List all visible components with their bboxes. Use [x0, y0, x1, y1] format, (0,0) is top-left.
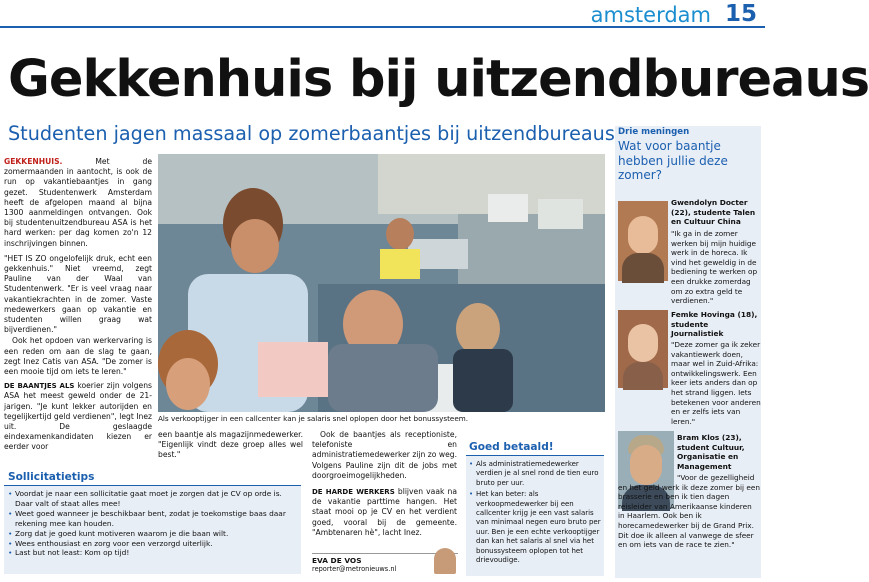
section-name: amsterdam: [590, 3, 711, 27]
body-column-2: [158, 430, 303, 462]
person-photo: [618, 201, 668, 281]
body-column-3: [312, 430, 457, 539]
body-paragraph: Ook de baantjes als receptioniste, telefoniste en administratiemedewerker zijn zo weg. Volgens Pauline zijn dit de jobs met doorgroeimogelijkheden.: [312, 430, 457, 480]
photo-caption: Als verkooptijger in een callcenter kan je salaris snel oplopen door het bonussysteem.: [158, 414, 469, 423]
list-item: • Als administratiemedewerker verdien je al snel rond de tien euro bruto per uur.: [468, 460, 602, 488]
goed-betaald-box: [466, 440, 604, 576]
tips-list: [7, 489, 297, 558]
tips-title: Sollicitatietips: [8, 471, 95, 483]
body-paragraph: een baantje als magazijnmedewerker. "Eigenlijk vindt deze groep alles wel best.": [158, 430, 303, 460]
tips-box: [4, 470, 301, 574]
body-paragraph: koerier zijn volgens ASA het meest geweld onder de 21-jarigen. "Je kunt lekker autorijden en tegelijkertijd geld verdienen", legt Inez uit. De geslaagde eindexamenkandidaten kiezen er eerder voor: [4, 381, 152, 452]
list-item: • Weet goed wanneer je beschikbaar bent, zodat je toekomstige baas daar rekening mee kan houden.: [7, 509, 297, 529]
person-quote: "Deze zomer ga ik zeker vakantiewerk doen, maar wel in Zuid-Afrika: ontwikkelingswerk. Een keer iets anders dan op het strand liggen. Iets betekenen voor anderen en er zelfs iets van leren.": [671, 340, 761, 426]
list-item: • Het kan beter: als verkoopmedewerker bij een callcenter krijg je een vast salaris van minimaal negen euro bruto per uur. Ben je een echte verkooptijger dan kan het salaris al snel via het bonussysteem oplopen tot het drievoudige.: [468, 490, 602, 565]
body-paragraph: Met de zomermaanden in aantocht, is ook de run op vakantiebaantjes in gang gezet. Studentenwerk Amsterdam heeft de afgelopen maand al bijna 1300 aanmeldingen ontvangen. Ook bij studentenuitzendbureau ASA is het hard werken: per dag komen zo'n 12 inschrijvingen binnen.: [4, 157, 152, 248]
page-header: [0, 0, 765, 30]
list-item: • Zorg dat je goed kunt motiveren waarom je die baan wilt.: [7, 529, 297, 539]
person-photo: [618, 310, 668, 388]
byline: [312, 553, 458, 575]
subheadline: Studenten jagen massaal op zomerbaantjes bij uitzendbureaus: [8, 122, 615, 145]
list-item: • Wees enthousiast en zorg voor een verzorgd uiterlijk.: [7, 539, 297, 549]
sidebar-question: Wat voor baantje hebben jullie deze zomer?: [618, 139, 728, 182]
person-quote: "Ik ga in de zomer werken bij mijn huidige werk in de horeca. Ik vind het geweldig in de bediening te werken op een drukke zomerdag om zo extra geld te verdienen.": [671, 229, 758, 306]
person-name: Bram Klos (23), student Cultuur, Organisatie en Management: [677, 433, 745, 471]
person-name: Femke Hovinga (18), studente Journalistiek: [671, 310, 758, 339]
kicker-baantjes: DE BAANTJES ALS: [4, 382, 75, 391]
sidebar-drie-meningen: [615, 126, 761, 578]
headline: Gekkenhuis bij uitzendbureaus: [8, 50, 869, 109]
kicker-harde-werkers: DE HARDE WERKERS: [312, 488, 395, 497]
person-name: Gwendolyn Docter (22), studente Talen en Cultuur China: [671, 198, 756, 227]
byline-name: EVA DE VOS: [312, 556, 362, 565]
body-paragraph: blijven vaak na de vakantie parttime hangen. Het staat mooi op je CV en het verdient goed, vooral bij de gemeente. "Ambtenaren hè", lacht Inez.: [312, 487, 457, 537]
sidebar-kicker: Drie meningen: [618, 127, 690, 137]
goed-betaald-title: Goed betaald!: [469, 441, 554, 453]
page-number: 15: [724, 1, 757, 27]
kicker-gekkenhuis: GEKKENHUIS.: [4, 157, 63, 166]
person-quote: "Voor de gezelligheid en het geld werk ik deze zomer bij een brasserie en ben ik tien dagen reisleider van Amerikaanse kinderen in Haarlem. Ook ben ik horecamedewerker bij de Grand Prix. Dit doe ik alleen al vanwege de sfeer en om iets van de race te zien.": [618, 473, 760, 550]
goed-betaald-title-bar: [466, 440, 604, 456]
list-item: • Voordat je naar een sollicitatie gaat moet je zorgen dat je CV op orde is. Daar valt of staat alles mee!: [7, 489, 297, 509]
callcenter-photo: [158, 154, 605, 412]
body-paragraph: "HET IS ZO ongelofelijk druk, echt een gekkenhuis." Niet vreemd, zegt Pauline van der Waal van Studentenwerk. "Er is veel vraag naar vakantiekrachten in de zomer. Vaste medewerkers gaan op vakantie en studenten willen graag wat bijverdienen.": [4, 253, 152, 335]
reporter-avatar: [434, 548, 456, 574]
callcenter-photo-illustration: [158, 154, 605, 412]
body-paragraph: Ook het opdoen van werkervaring is een reden om aan de slag te gaan, zegt Inez Catis van ASA. "De zomer is een mooie tijd om iets te leren.": [4, 336, 152, 377]
body-column-1: [4, 157, 152, 454]
list-item: • Last but not least: Kom op tijd!: [7, 548, 297, 558]
tips-title-bar: [4, 470, 301, 486]
goed-betaald-list: [468, 460, 602, 565]
byline-email: reporter@metronieuws.nl: [312, 565, 397, 573]
